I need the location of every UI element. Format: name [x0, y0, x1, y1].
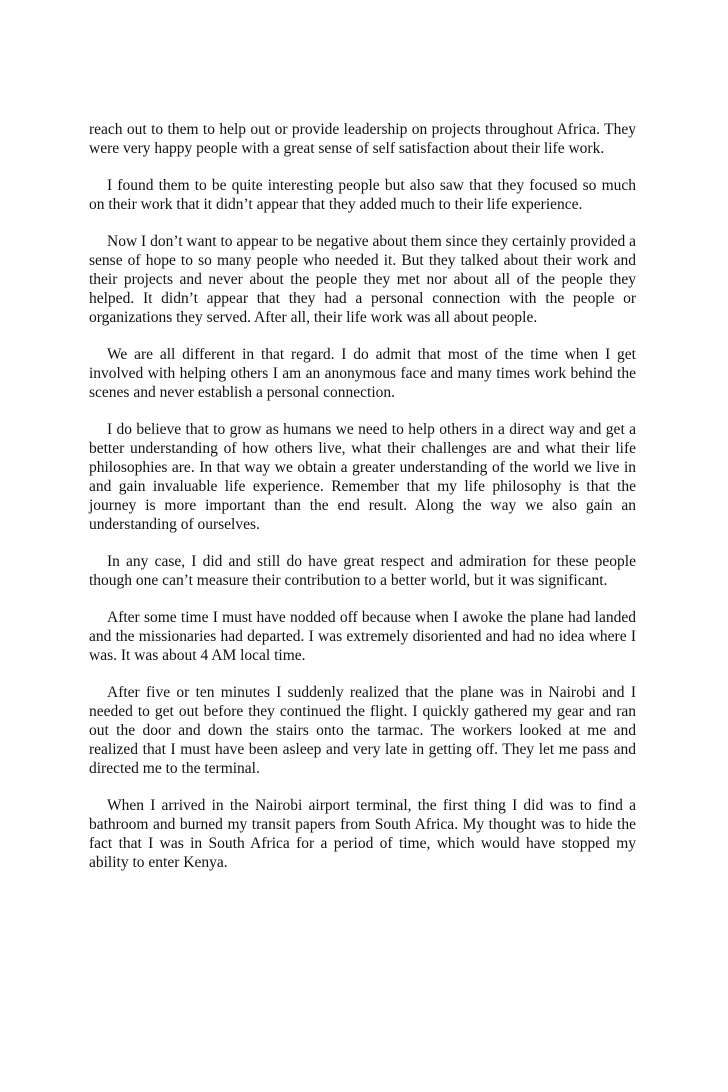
paragraph-1: reach out to them to help out or provide leadership on projects throughout Africa. They were very happy people with a great sense of self satisfaction about their life work.: [89, 121, 636, 157]
paragraph-7: After some time I must have nodded off because when I awoke the plane had landed and the missionaries had departed. I was extremely disoriented and had no idea where I was. It was about 4 AM local time.: [89, 609, 636, 664]
paragraph-4: We are all different in that regard. I do admit that most of the time when I get involved with helping others I am an anonymous face and many times work behind the scenes and never establish a personal connection.: [89, 346, 636, 401]
paragraph-2: I found them to be quite interesting people but also saw that they focused so much on their work that it didn’t appear that they added much to their life experience.: [89, 177, 636, 213]
paragraph-5: I do believe that to grow as humans we need to help others in a direct way and get a better understanding of how others live, what their challenges are and what their life philosophies are. In that way we obtain a greater understanding of the world we live in and gain invaluable life experience. Remember that my life philosophy is that the journey is more important than the end result. Along the way we also gain an understanding of ourselves.: [89, 421, 636, 533]
paragraph-6: In any case, I did and still do have great respect and admiration for these people though one can’t measure their contribution to a better world, but it was significant.: [89, 553, 636, 589]
paragraph-9: When I arrived in the Nairobi airport terminal, the first thing I did was to find a bathroom and burned my transit papers from South Africa. My thought was to hide the fact that I was in South Africa for a period of time, which would have stopped my ability to enter Kenya.: [89, 797, 636, 871]
paragraph-8: After five or ten minutes I suddenly realized that the plane was in Nairobi and I needed to get out before they continued the flight. I quickly gathered my gear and ran out the door and down the stairs onto the tarmac. The workers looked at me and realized that I must have been asleep and very late in getting off. They let me pass and directed me to the terminal.: [89, 684, 636, 777]
paragraph-3: Now I don’t want to appear to be negative about them since they certainly provided a sense of hope to so many people who needed it. But they talked about their work and their projects and never about the people they met nor about all of the people they helped. It didn’t appear that they had a personal connection with the people or organizations they served. After all, their life work was all about people.: [89, 233, 636, 326]
document-page: [89, 120, 636, 890]
